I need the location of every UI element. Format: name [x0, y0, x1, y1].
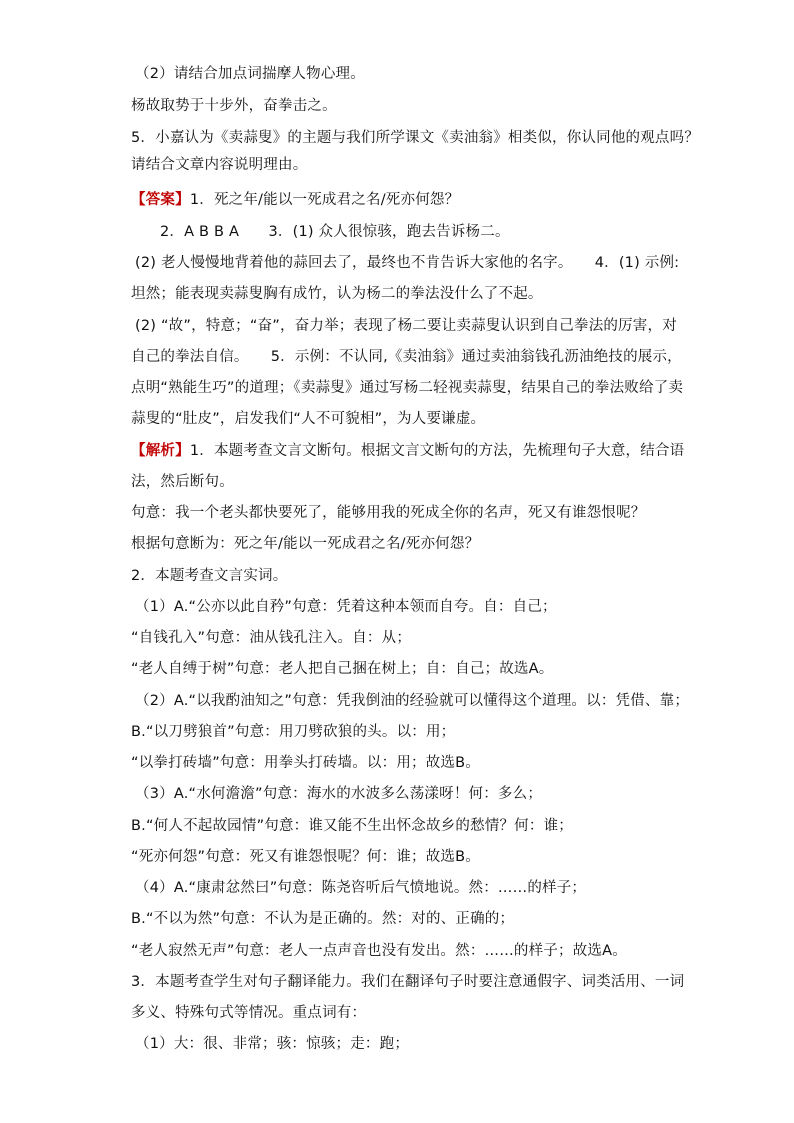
analysis-line: 句意：我一个老头都快要死了，能够用我的死成全你的名声，死又有谁怨恨呢？: [131, 505, 646, 521]
analysis-line: （3）A.“水何澹澹”句意：海水的水波多么荡漾呀！何：多么；: [135, 786, 543, 802]
answer-line: 自己的拳法自信。 5．示例：不认同,《卖油翁》通过卖油翁钱孔沥油绝技的展示，: [131, 349, 682, 365]
answer-line: [131, 190, 459, 210]
analysis-line: B.“何人不起故园情”句意：谁又能不生出怀念故乡的愁情？何：谁；: [131, 818, 573, 834]
analysis-line: 根据句意断为：死之年/能以一死成君之名/死亦何怨？: [131, 536, 480, 552]
analysis-tag: 【解析】: [131, 443, 190, 459]
answer-line: (2) “故”，特意；“奋”，奋力举；表现了杨二要让卖蒜叟认识到自己拳法的厉害，对: [135, 318, 677, 334]
analysis-line: （4）A.“康肃忿然曰”句意：陈尧咨听后气愤地说。然：……的样子；: [135, 880, 587, 896]
question-line: 请结合文章内容说明理由。: [131, 157, 308, 173]
analysis-line: “自钱孔入”句意：油从钱孔注入。自：从；: [131, 630, 412, 646]
analysis-line: B.“不以为然”句意：不认为是正确的。然：对的、正确的；: [131, 911, 515, 927]
analysis-line: B.“以刀劈狼首”句意：用刀劈砍狼的头。以：用；: [131, 724, 456, 740]
answer-line: 2．A B B A 3．(1) 众人很惊骇，跑去告诉杨二。: [160, 224, 510, 240]
answer-text: 1．死之年/能以一死成君之名/死亦何怨？: [189, 192, 460, 208]
analysis-line: 法，然后断句。: [131, 474, 234, 490]
analysis-line: 3．本题考查学生对句子翻译能力。我们在翻译句子时要注意通假字、词类活用、一词: [131, 974, 685, 990]
answer-line: 点明“熟能生巧”的道理；《卖蒜叟》通过写杨二轻视卖蒜叟，结果自己的拳法败给了卖: [131, 380, 684, 396]
analysis-line: [131, 441, 684, 461]
question-line: 5．小嘉认为《卖蒜叟》的主题与我们所学课文《卖油翁》相类似，你认同他的观点吗？: [131, 130, 700, 146]
question-line: （2）请结合加点词揣摩人物心理。: [135, 66, 365, 82]
question-line: 杨故取势于十步外，奋拳击之。: [131, 98, 337, 114]
answer-line: 坦然；能表现卖蒜叟胸有成竹，认为杨二的拳法没什么了不起。: [131, 286, 543, 302]
analysis-line: “老人寂然无声”句意：老人一点声音也没有发出。然：……的样子；故选A。: [131, 943, 627, 959]
answer-tag: 【答案】: [131, 192, 190, 208]
analysis-line: （2）A.“以我酌油知之”句意：凭我倒油的经验就可以懂得这个道理。以：凭借、靠；: [135, 693, 690, 709]
answer-line: (2) 老人慢慢地背着他的蒜回去了，最终也不肯告诉大家他的名字。 4．(1) 示例:: [135, 255, 680, 271]
analysis-line: “老人自缚于树”句意：老人把自己捆在树上；自：自己；故选A。: [131, 661, 554, 677]
analysis-line: “死亦何怨”句意：死又有谁怨恨呢？何：谁；故选B。: [131, 849, 480, 865]
analysis-line: 多义、特殊句式等情况。重点词有：: [131, 1005, 367, 1021]
analysis-line: “以拳打砖墙”句意：用拳头打砖墙。以：用；故选B。: [131, 755, 480, 771]
analysis-line: （1）A.“公亦以此自矜”句意：凭着这种本领而自夸。自：自己；: [135, 599, 557, 615]
answer-line: 蒜叟的“肚皮”，启发我们“人不可貌相”，为人要谦虚。: [131, 411, 486, 427]
analysis-line: （1）大：很、非常；骇：惊骇；走：跑；: [135, 1036, 410, 1052]
analysis-text: 1．本题考查文言文断句。根据文言文断句的方法，先梳理句子大意，结合语: [189, 443, 685, 459]
analysis-line: 2．本题考查文言实词。: [131, 568, 288, 584]
